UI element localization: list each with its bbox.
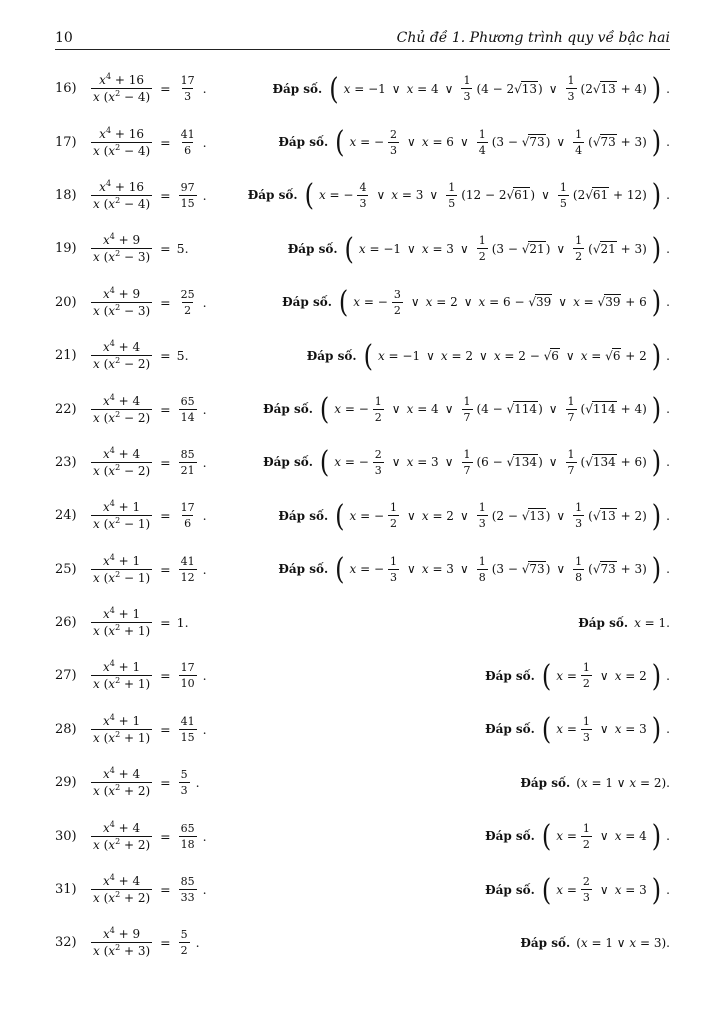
fraction: $\frac{1}{4}$ xyxy=(478,127,486,157)
problem-equation: 25) $\frac{x^4 + 1}{x (x^2 - 1)}$ = $\frac{41}{12}$ . xyxy=(55,552,207,585)
problem-row xyxy=(55,115,670,168)
answer-root: x = − $\frac{1}{3}$ xyxy=(349,554,398,584)
answer-root: x = 4 xyxy=(614,829,647,844)
problem-row xyxy=(55,916,670,969)
fraction: $\frac{x^4 + 4}{x (x^2 + 2)}$ xyxy=(93,766,151,799)
answer-root: $\frac{1}{3}$ (2√13 + 4) xyxy=(567,74,647,104)
answer-root: x = $\frac{1}{3}$ xyxy=(556,714,590,744)
answer-label: Đáp số. xyxy=(485,829,535,844)
answer-root: x = 3 xyxy=(614,882,647,897)
problem-number: 29) xyxy=(55,775,77,791)
answer-root: $\frac{1}{8}$ (√73 + 3) xyxy=(575,554,647,584)
problem-row xyxy=(55,543,670,596)
problem-number: 23) xyxy=(55,454,77,470)
answer-label: Đáp số. xyxy=(485,882,535,897)
fraction: $\frac{5}{2}$ xyxy=(180,928,188,958)
fraction: $\frac{x^4 + 4}{x (x^2 - 2)}$ xyxy=(93,339,151,372)
problem-number: 17) xyxy=(55,134,77,150)
problem-equation: 22) $\frac{x^4 + 4}{x (x^2 - 2)}$ = $\frac{65}{14}$ . xyxy=(55,392,207,425)
fraction: $\frac{41}{6}$ xyxy=(180,127,195,157)
answer: Đáp số. ( x = − $\frac{1}{2}$ ∨ x = 2 ∨ $\frac{1}{3}$ (2 − √13) ∨ $\frac{1}{3}$ (√13 + 2) ) . xyxy=(278,498,670,534)
problem-equation: 17) $\frac{x^4 + 16}{x (x^2 - 4)}$ = $\frac{41}{6}$ . xyxy=(55,125,207,158)
chapter-title: Chủ đề 1. Phương trình quy về bậc hai xyxy=(396,30,670,46)
problem-number: 25) xyxy=(55,561,77,577)
answer-root: x = $\frac{1}{2}$ xyxy=(556,821,590,851)
answer-root: $\frac{1}{3}$ (4 − 2√13) xyxy=(463,74,543,104)
answer-root: x = 2 xyxy=(421,508,454,523)
problem-row xyxy=(55,382,670,435)
answer-label: Đáp số. xyxy=(520,775,571,790)
page-number: 10 xyxy=(55,30,73,46)
problem-row xyxy=(55,62,670,115)
fraction: $\frac{1}{4}$ xyxy=(575,127,583,157)
answer-root: x = $\frac{2}{3}$ xyxy=(556,875,590,905)
answer-root: x = 3 xyxy=(421,562,454,577)
answer-root: x = $\frac{1}{2}$ xyxy=(556,661,590,691)
problem-equation: 28) $\frac{x^4 + 1}{x (x^2 + 1)}$ = $\frac{41}{15}$ . xyxy=(55,712,207,745)
answer: Đáp số. ( x = −1 ∨ x = 3 ∨ $\frac{1}{2}$ (3 − √21) ∨ $\frac{1}{2}$ (√21 + 3) ) . xyxy=(287,231,670,267)
problem-number: 16) xyxy=(55,81,77,97)
answer: Đáp số. ( x = − $\frac{2}{3}$ ∨ x = 3 ∨ $\frac{1}{7}$ (6 − √134) ∨ $\frac{1}{7}$ (√134 + 6) ) . xyxy=(263,444,670,480)
problem-row xyxy=(55,596,670,649)
fraction: $\frac{x^4 + 16}{x (x^2 - 4)}$ xyxy=(93,125,151,158)
fraction: $\frac{1}{3}$ xyxy=(390,554,398,584)
answer-root: $\frac{1}{5}$ (2√61 + 12) xyxy=(559,180,647,210)
problem-number: 27) xyxy=(55,668,77,684)
fraction: $\frac{1}{2}$ xyxy=(478,234,486,264)
fraction: $\frac{3}{2}$ xyxy=(393,287,401,317)
problem-number: 24) xyxy=(55,508,77,524)
answer: Đáp số. ( x = $\frac{1}{2}$ ∨ x = 4 ) . xyxy=(485,818,670,854)
answer-label: Đáp số. xyxy=(263,402,313,417)
fraction: $\frac{41}{15}$ xyxy=(180,714,195,744)
problem-equation: 31) $\frac{x^4 + 4}{x (x^2 + 2)}$ = $\frac{85}{33}$ . xyxy=(55,873,207,906)
problem-equation: 23) $\frac{x^4 + 4}{x (x^2 - 2)}$ = $\frac{85}{21}$ . xyxy=(55,445,207,478)
problem-number: 32) xyxy=(55,935,77,951)
fraction: $\frac{97}{15}$ xyxy=(180,180,195,210)
fraction: $\frac{1}{2}$ xyxy=(390,501,398,531)
problem-row xyxy=(55,436,670,489)
fraction: $\frac{x^4 + 4}{x (x^2 - 2)}$ xyxy=(93,445,151,478)
answer-root: $\frac{1}{8}$ (3 − √73) xyxy=(478,554,551,584)
answer-root: x = 3 xyxy=(391,188,424,203)
answer-root: $\frac{1}{7}$ (√134 + 6) xyxy=(567,447,647,477)
problem-number: 21) xyxy=(55,348,77,364)
answer-root: x = − $\frac{2}{3}$ xyxy=(349,127,398,157)
answer-value: (x = 1 ∨ x = 3). xyxy=(576,935,670,950)
fraction: $\frac{1}{3}$ xyxy=(575,501,583,531)
answer-root: x = − $\frac{1}{2}$ xyxy=(334,394,382,424)
answer-label: Đáp số. xyxy=(485,722,535,737)
answer-label: Đáp số. xyxy=(278,135,329,150)
fraction: $\frac{1}{3}$ xyxy=(582,714,590,744)
answer xyxy=(520,776,670,790)
answer-label: Đáp số. xyxy=(578,615,629,630)
problem-row xyxy=(55,222,670,275)
answer-root: x = − $\frac{2}{3}$ xyxy=(334,447,382,477)
answer-label: Đáp số. xyxy=(282,295,332,310)
answer-root: $\frac{1}{7}$ (√114 + 4) xyxy=(567,394,647,424)
problem-row xyxy=(55,756,670,809)
fraction: $\frac{85}{33}$ xyxy=(180,875,195,905)
answer-label: Đáp số. xyxy=(247,188,298,203)
answer: Đáp số. ( x = $\frac{1}{2}$ ∨ x = 2 ) . xyxy=(485,658,670,694)
answer-root: x = −1 xyxy=(343,81,386,96)
answer: Đáp số. ( x = − $\frac{3}{2}$ ∨ x = 2 ∨ x = 6 − √39 ∨ x = √39 + 6 ) . xyxy=(282,284,670,320)
fraction: $\frac{x^4 + 16}{x (x^2 - 4)}$ xyxy=(93,72,151,105)
fraction: $\frac{1}{7}$ xyxy=(463,447,471,477)
fraction: $\frac{17}{6}$ xyxy=(180,501,195,531)
problem-equation: 29) $\frac{x^4 + 4}{x (x^2 + 2)}$ = $\frac{5}{3}$ . xyxy=(55,766,200,799)
fraction: $\frac{65}{18}$ xyxy=(180,821,195,851)
fraction: $\frac{1}{2}$ xyxy=(582,821,590,851)
answer-root: x = √39 + 6 xyxy=(573,295,647,310)
problem-row xyxy=(55,489,670,542)
fraction: $\frac{x^4 + 1}{x (x^2 - 1)}$ xyxy=(93,552,151,585)
answer-label: Đáp số. xyxy=(287,241,338,256)
problem-number: 18) xyxy=(55,187,77,203)
fraction: $\frac{x^4 + 9}{x (x^2 - 3)}$ xyxy=(93,285,151,318)
answer-value: (x = 1 ∨ x = 2). xyxy=(576,775,670,790)
fraction: $\frac{x^4 + 1}{x (x^2 + 1)}$ xyxy=(93,659,151,692)
answer-root: x = 2 xyxy=(614,668,647,683)
fraction: $\frac{1}{3}$ xyxy=(478,501,486,531)
answer-root: x = 3 xyxy=(406,455,439,470)
fraction: $\frac{17}{10}$ xyxy=(180,661,195,691)
fraction: $\frac{1}{7}$ xyxy=(567,394,575,424)
fraction: $\frac{1}{7}$ xyxy=(567,447,575,477)
problem-number: 28) xyxy=(55,721,77,737)
problem-equation: 32) $\frac{x^4 + 9}{x (x^2 + 3)}$ = $\frac{5}{2}$ . xyxy=(55,926,200,959)
fraction: $\frac{1}{2}$ xyxy=(374,394,382,424)
fraction: $\frac{2}{3}$ xyxy=(582,875,590,905)
fraction: $\frac{85}{21}$ xyxy=(180,447,195,477)
fraction: $\frac{x^4 + 9}{x (x^2 + 3)}$ xyxy=(93,926,151,959)
fraction: $\frac{x^4 + 1}{x (x^2 + 1)}$ xyxy=(93,712,151,745)
answer-root: x = 4 xyxy=(406,81,439,96)
fraction: $\frac{4}{3}$ xyxy=(359,180,367,210)
problem-equation: 18) $\frac{x^4 + 16}{x (x^2 - 4)}$ = $\frac{97}{15}$ . xyxy=(55,178,207,211)
answer-root: $\frac{1}{3}$ (2 − √13) xyxy=(478,501,551,531)
problem-row xyxy=(55,703,670,756)
fraction: $\frac{41}{12}$ xyxy=(180,554,195,584)
answer-root: x = − $\frac{3}{2}$ xyxy=(353,287,401,317)
answer-root: $\frac{1}{2}$ (√21 + 3) xyxy=(575,234,647,264)
problem-number: 31) xyxy=(55,882,77,898)
problem-row xyxy=(55,863,670,916)
fraction: $\frac{x^4 + 4}{x (x^2 + 2)}$ xyxy=(93,819,151,852)
fraction: $\frac{2}{3}$ xyxy=(374,447,382,477)
fraction: $\frac{1}{5}$ xyxy=(448,180,456,210)
problem-equation: 26) $\frac{x^4 + 1}{x (x^2 + 1)}$ = 1. xyxy=(55,606,189,639)
problem-equation: 30) $\frac{x^4 + 4}{x (x^2 + 2)}$ = $\frac{65}{18}$ . xyxy=(55,819,207,852)
answer-root: x = − $\frac{1}{2}$ xyxy=(349,501,398,531)
problem-number: 30) xyxy=(55,828,77,844)
answer-root: x = 4 xyxy=(406,402,439,417)
fraction: $\frac{1}{3}$ xyxy=(567,74,575,104)
answer: Đáp số. ( x = − $\frac{1}{2}$ ∨ x = 4 ∨ $\frac{1}{7}$ (4 − √114) ∨ $\frac{1}{7}$ (√114 + 4) ) . xyxy=(263,391,670,427)
answer-root: $\frac{1}{4}$ (3 − √73) xyxy=(478,127,551,157)
answer-label: Đáp số. xyxy=(485,668,535,683)
answer-root: x = 2 − √6 xyxy=(493,348,559,363)
problem-row xyxy=(55,276,670,329)
fraction: $\frac{1}{2}$ xyxy=(575,234,583,264)
answer-root: $\frac{1}{7}$ (6 − √134) xyxy=(463,447,543,477)
fraction: $\frac{x^4 + 4}{x (x^2 + 2)}$ xyxy=(93,873,151,906)
answer-root: $\frac{1}{4}$ (√73 + 3) xyxy=(575,127,647,157)
problem-equation: 16) $\frac{x^4 + 16}{x (x^2 - 4)}$ = $\frac{17}{3}$ . xyxy=(55,72,207,105)
answer xyxy=(520,936,670,950)
problem-row xyxy=(55,329,670,382)
problem-equation: 21) $\frac{x^4 + 4}{x (x^2 - 2)}$ = 5. xyxy=(55,339,189,372)
fraction: $\frac{x^4 + 4}{x (x^2 - 2)}$ xyxy=(93,392,151,425)
answer-root: $\frac{1}{2}$ (3 − √21) xyxy=(478,234,551,264)
answer-root: x = 6 − √39 xyxy=(478,295,552,310)
fraction: $\frac{2}{3}$ xyxy=(390,127,398,157)
problem-equation: 24) $\frac{x^4 + 1}{x (x^2 - 1)}$ = $\frac{17}{6}$ . xyxy=(55,499,207,532)
answer: Đáp số. ( x = −1 ∨ x = 4 ∨ $\frac{1}{3}$ (4 − 2√13) ∨ $\frac{1}{3}$ (2√13 + 4) ) . xyxy=(272,71,670,107)
fraction: $\frac{5}{3}$ xyxy=(180,768,188,798)
answer-root: x = √6 + 2 xyxy=(580,348,647,363)
fraction: $\frac{1}{2}$ xyxy=(582,661,590,691)
problem-number: 22) xyxy=(55,401,77,417)
fraction: $\frac{x^4 + 16}{x (x^2 - 4)}$ xyxy=(93,178,151,211)
answer-label: Đáp số. xyxy=(306,348,357,363)
answer: Đáp số. ( x = − $\frac{4}{3}$ ∨ x = 3 ∨ $\frac{1}{5}$ (12 − 2√61) ∨ $\frac{1}{5}$ (2√61 + 12) ) . xyxy=(247,177,670,213)
fraction: $\frac{65}{14}$ xyxy=(180,394,195,424)
fraction: $\frac{25}{2}$ xyxy=(180,287,195,317)
answer-root: x = 3 xyxy=(614,722,647,737)
fraction: $\frac{x^4 + 1}{x (x^2 + 1)}$ xyxy=(93,606,151,639)
problem-number: 26) xyxy=(55,615,77,631)
fraction: $\frac{1}{5}$ xyxy=(559,180,567,210)
answer-root: $\frac{1}{3}$ (√13 + 2) xyxy=(575,501,647,531)
problem-number: 20) xyxy=(55,294,77,310)
fraction: $\frac{1}{8}$ xyxy=(575,554,583,584)
problem-equation: 20) $\frac{x^4 + 9}{x (x^2 - 3)}$ = $\frac{25}{2}$ . xyxy=(55,285,207,318)
answer xyxy=(578,616,670,630)
fraction: $\frac{1}{8}$ xyxy=(478,554,486,584)
problem-equation: 27) $\frac{x^4 + 1}{x (x^2 + 1)}$ = $\frac{17}{10}$ . xyxy=(55,659,207,692)
answer-root: x = 3 xyxy=(421,241,454,256)
answer-label: Đáp số. xyxy=(263,455,313,470)
fraction: $\frac{x^4 + 1}{x (x^2 - 1)}$ xyxy=(93,499,151,532)
problem-equation: 19) $\frac{x^4 + 9}{x (x^2 - 3)}$ = 5. xyxy=(55,232,189,265)
answer-root: $\frac{1}{7}$ (4 − √114) xyxy=(463,394,543,424)
problem-number: 19) xyxy=(55,241,77,257)
answer-label: Đáp số. xyxy=(278,508,329,523)
problem-row xyxy=(55,809,670,862)
answer-label: Đáp số. xyxy=(520,935,571,950)
fraction: $\frac{1}{7}$ xyxy=(463,394,471,424)
answer-root: x = −1 xyxy=(377,348,421,363)
answer-label: Đáp số. xyxy=(278,562,329,577)
page-header xyxy=(55,30,670,50)
answer-root: $\frac{1}{5}$ (12 − 2√61) xyxy=(448,180,536,210)
problem-row xyxy=(55,169,670,222)
answer-label: Đáp số. xyxy=(272,81,323,96)
problem-list xyxy=(55,62,670,970)
problem-row xyxy=(55,649,670,702)
answer-root: x = 2 xyxy=(440,348,474,363)
answer-root: x = − $\frac{4}{3}$ xyxy=(318,180,367,210)
answer: Đáp số. ( x = $\frac{2}{3}$ ∨ x = 3 ) . xyxy=(485,872,670,908)
answer: Đáp số. ( x = −1 ∨ x = 2 ∨ x = 2 − √6 ∨ x = √6 + 2 ) . xyxy=(306,338,670,374)
answer: Đáp số. ( x = − $\frac{1}{3}$ ∨ x = 3 ∨ $\frac{1}{8}$ (3 − √73) ∨ $\frac{1}{8}$ (√73 + 3) ) . xyxy=(278,551,670,587)
answer-root: x = 2 xyxy=(425,295,458,310)
answer: Đáp số. ( x = − $\frac{2}{3}$ ∨ x = 6 ∨ $\frac{1}{4}$ (3 − √73) ∨ $\frac{1}{4}$ (√73 + 3) ) . xyxy=(278,124,670,160)
answer-root: x = −1 xyxy=(358,241,402,256)
answer: Đáp số. ( x = $\frac{1}{3}$ ∨ x = 3 ) . xyxy=(485,711,670,747)
fraction: $\frac{17}{3}$ xyxy=(180,74,195,104)
answer-value: x = 1. xyxy=(634,615,670,630)
answer-root: x = 6 xyxy=(421,135,454,150)
fraction: $\frac{1}{3}$ xyxy=(463,74,471,104)
fraction: $\frac{x^4 + 9}{x (x^2 - 3)}$ xyxy=(93,232,151,265)
